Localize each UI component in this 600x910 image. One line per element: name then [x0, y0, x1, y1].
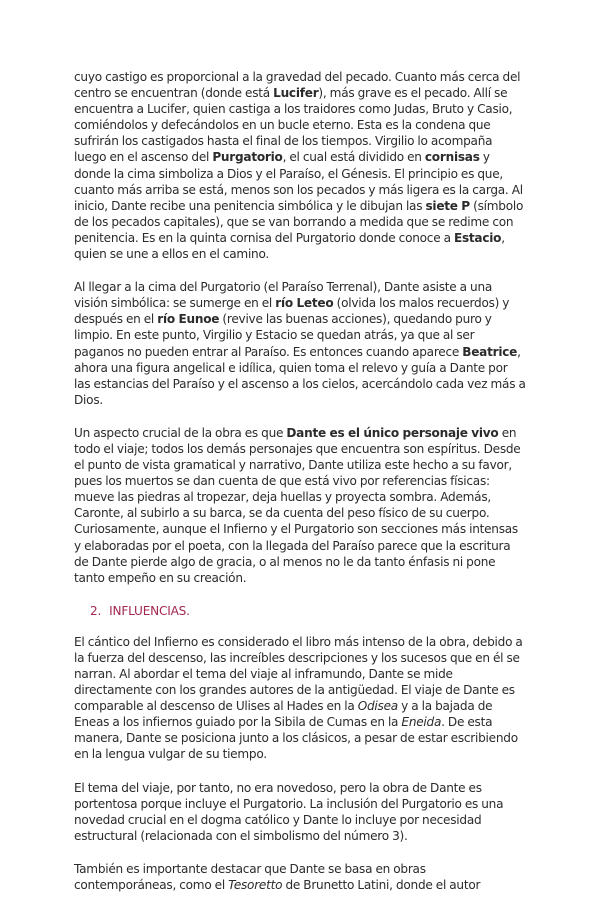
text-run: y donde la cima simboliza a Dios y el Paraíso, el Génesis. El principio es que, cuanto más arriba se está, menos son los pecados y más ligera es la carga. Al inicio, Dante recibe una penitencia simbólica y le dibujan las [74, 150, 523, 213]
text-run: , ahora una figura angelical e idílica, quien toma el relevo y guía a Dante por las estancias del Paraíso y el ascenso a los cielos, acercándolo cada vez más a Dios. [74, 344, 526, 407]
text-run: cuyo castigo es proporcional a la gravedad del pecado. Cuanto más cerca del centro se encuentran (donde está [74, 70, 521, 101]
paragraph-purgatorio [74, 69, 526, 262]
bold-term: cornisas [424, 150, 480, 165]
bold-term: Dante es el único personaje vivo [286, 425, 499, 440]
text-run: y a la bajada de Eneas a los infiernos guiado por la Sibila de Cumas en la [74, 699, 493, 730]
text-run: Un aspecto crucial de la obra es que [74, 425, 287, 440]
text-run: en todo el viaje; todos los demás personajes que encuentra son espíritus. Desde el punto de vista gramatical y narrativo, Dante utiliza este hecho a su favor, pues los muertos se dan cuenta de que está vivo por referencias físicas: mueve las piedras al tropezar, deja huellas y proyecta sombra. Además, Caronte, al subirlo a su barca, se da cuenta del peso físico de su cuerpo. Curiosamente, aunque el Infierno y el Purgatorio son secciones más intensas y elaboradas por el poeta, con la llegada del Paraíso parece que la escritura de Dante pierde algo de gracia, o al menos no le da tanto énfasis ni pone tanto empeño en su creación. [74, 425, 521, 585]
text-run: (olvida los malos recuerdos) y después en el [74, 296, 510, 327]
bold-term: Estacio [453, 230, 502, 245]
text-run: El tema del viaje, por tanto, no era novedoso, pero la obra de Dante es portentosa porque incluye el Purgatorio. La inclusión del Purgatorio es una novedad crucial en el dogma católico y Dante lo incluye por necesidad estructural (relacionada con el simbolismo del número 3). [74, 780, 504, 843]
paragraph-infierno [74, 634, 526, 763]
paragraph-obras-contemporaneas [74, 861, 526, 893]
text-run: . De esta manera, Dante se posiciona junto a los clásicos, a pesar de estar escribiendo en la lengua vulgar de su tiempo. [74, 715, 518, 762]
bold-term: Purgatorio [212, 150, 283, 165]
section-number: 2. [90, 603, 102, 618]
text-run: También es importante destacar que Dante se basa en obras contemporáneas, como el [74, 861, 426, 893]
paragraph-dante-vivo [74, 425, 526, 586]
text-run: El cántico del Infierno es considerado el libro más intenso de la obra, debido a la fuerza del descenso, las increíbles descripciones y los sucesos que en él se narran. Al abordar el tema del viaje al inframundo, Dante se mide directamente con los grandes autores de la antigüedad. El viaje de Dante es comparable al descenso de Ulises al Hades en la [74, 634, 523, 714]
paragraph-tema-viaje [74, 780, 526, 844]
section-title: INFLUENCIAS. [109, 603, 190, 618]
text-run: de Brunetto Latini, donde el autor [282, 878, 481, 893]
text-run: ), más grave es el pecado. Allí se encuentra a Lucifer, quien castiga a los traidores como Judas, Bruto y Casio, comiéndolos y defecándolos en un bucle eterno. Esta es la condena que sufrirán los castigados hasta el final de los tiempos. Virgilio lo acompaña luego en el ascenso del [74, 86, 513, 165]
bold-term: Lucifer [273, 86, 319, 101]
italic-title: Odisea [357, 699, 398, 714]
italic-title: Eneida [401, 715, 442, 730]
bold-term: Beatrice [462, 344, 518, 359]
text-run: Al llegar a la cima del Purgatorio (el Paraíso Terrenal), Dante asiste a una visión simbólica: se sumerge en el [74, 280, 493, 311]
document-body [74, 69, 526, 910]
text-run: , quien se une a ellos en el camino. [74, 230, 505, 262]
bold-term: siete P [425, 198, 470, 213]
bold-term: río Eunoe [157, 312, 220, 327]
text-run: (revive las buenas acciones), quedando puro y limpio. En este punto, Virgilio y Estacio se quedan atrás, ya que al ser paganos no pueden entrar al Paraíso. Es entonces cuando aparece [74, 312, 492, 359]
text-run: (símbolo de los pecados capitales), que se van borrando a medida que se redime con penitencia. Es en la quinta cornisa del Purgatorio donde conoce a [74, 198, 524, 245]
text-run: , el cual está dividido en [282, 150, 425, 165]
italic-title: Tesoretto [228, 878, 283, 893]
paragraph-paraiso-terrenal [74, 279, 526, 408]
bold-term: río Leteo [275, 296, 334, 311]
section-heading-influencias [90, 603, 526, 619]
